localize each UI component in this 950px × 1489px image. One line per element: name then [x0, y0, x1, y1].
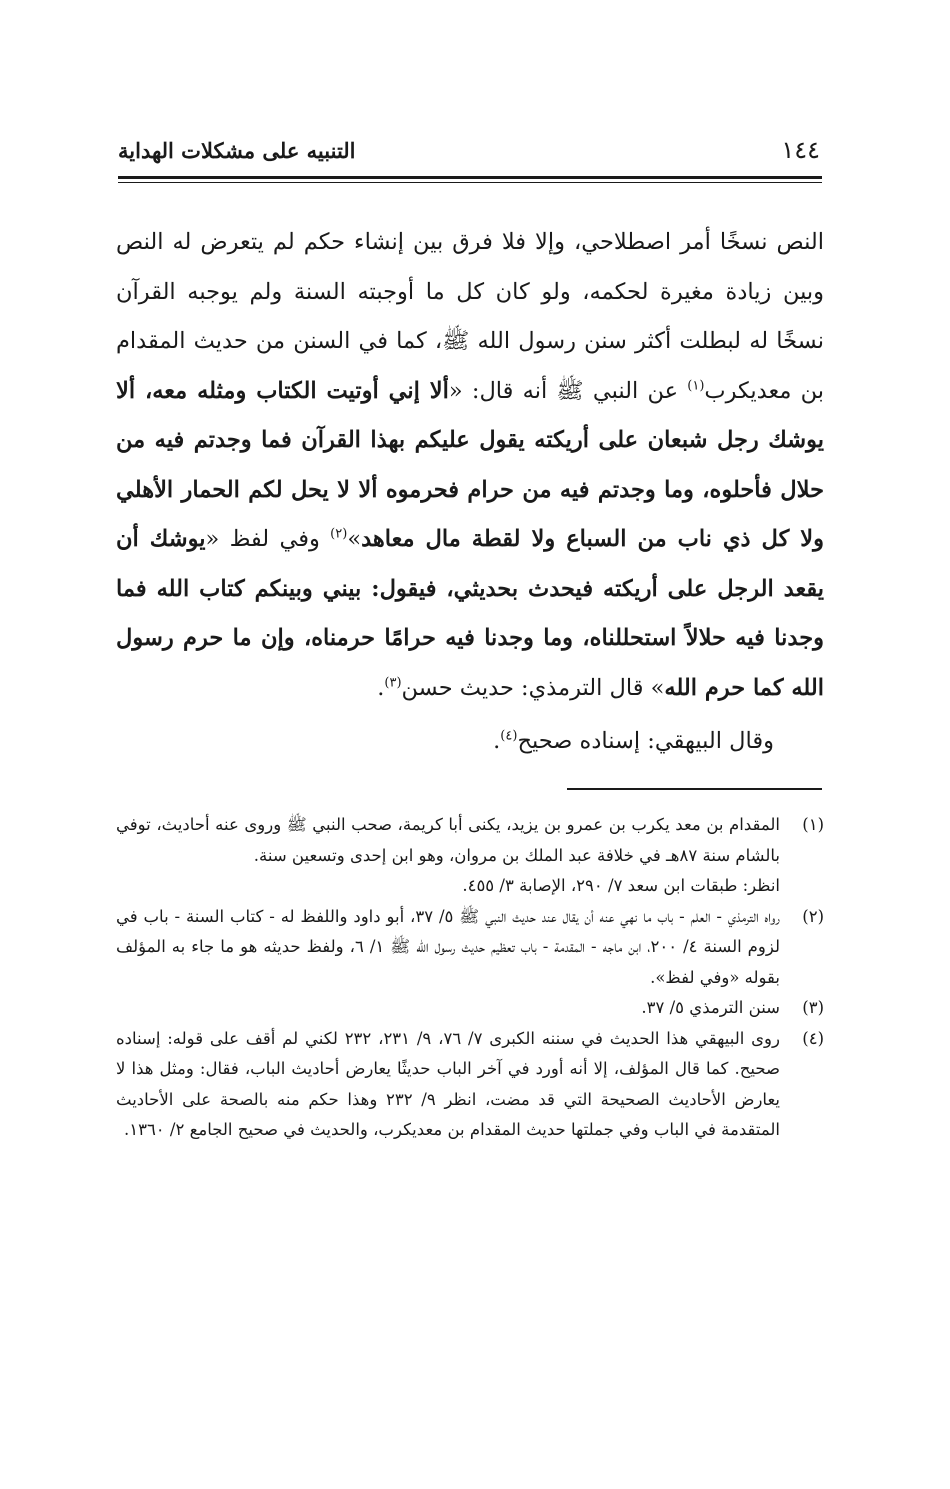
bayhaqi-text: وقال البيهقي: إسناده صحيح	[517, 728, 774, 754]
hadith-text-2: يوشك أن يقعد الرجل على أريكته فيحدث بحديثي، فيقول: بيني وبينكم كتاب الله فما وجدنا فيه حلالاً استحللناه، وما وجدنا فيه حرامًا حرمناه، وإن ما حرم رسول الله كما حرم الله	[116, 526, 824, 701]
footnote-number: (١)	[802, 815, 824, 834]
footnote-separator	[567, 788, 822, 790]
hadith-close-2: » قال الترمذي: حديث حسن	[401, 674, 665, 701]
footnote-text: روى البيهقي هذا الحديث في سننه الكبرى ٧/ ٧٦، ٩/ ٢٣١، ٢٣٢ لكني لم أقف على قوله: إسناده صحيح. كما قال المؤلف، إلا أنه أورد في آخر الباب حديثًا يعارض أحاديث الباب، فقال: ومثل هذا لا يعارض الأحاديث الصحيحة التي قد مضت، انظر ٩/ ٢٣٢ وهذا حكم منه بالصحة على الأحاديث المتقدمة في الباب وفي جملتها حديث المقدام بن معديكرب، والحديث في صحيح الجامع ٢/ ١٣٦٠.	[116, 1028, 780, 1139]
footnote-ref-2[interactable]: (٢)	[330, 526, 348, 542]
footnote-1	[116, 810, 824, 902]
hadith-lead-2: وفي لفظ «	[205, 526, 331, 552]
hadith-close-1: »	[347, 526, 362, 552]
main-text	[116, 218, 824, 767]
footnote-text: رواه الترمذي - العلم - باب ما نهي عنه أن يقال عند حديث النبي ﷺ ٥/ ٣٧، أبو داود واللفظ له - كتاب السنة - باب في لزوم السنة ٤/ ٢٠٠، ابن ماجه - المقدمة - باب تعظيم حديث رسول الله ﷺ ١/ ٦، ولفظ حديثه هو ما جاء به المؤلف بقوله «وفي لفظ».	[116, 906, 780, 987]
header-rule-thin	[118, 182, 822, 183]
hadith-lead-1: عن النبي ﷺ أنه قال: «	[448, 377, 688, 404]
intro-text: النص نسخًا أمر اصطلاحي، وإلا فلا فرق بين إنشاء حكم لم يتعرض له النص وبين زيادة مغيرة لحكمه، ولو كان كل ما أوجبته السنة ولم يوجبه القرآن نسخًا له لبطلت أكثر سنن رسول الله ﷺ، كما في السنن من حديث المقدام بن معديكرب	[116, 229, 824, 404]
footnote-3	[116, 993, 824, 1024]
footnote-ref-4[interactable]: (٤)	[500, 728, 518, 744]
main-paragraph	[116, 218, 824, 713]
footnote-number: (٢)	[802, 906, 824, 926]
footnote-ref-3[interactable]: (٣)	[384, 675, 402, 690]
footnote-text: سنن الترمذي ٥/ ٣٧.	[641, 998, 780, 1017]
sentence-end-3: .	[377, 674, 385, 701]
hadith-text-1: ألا إني أوتيت الكتاب ومثله معه، ألا يوشك رجل شبعان على أريكته يقول عليكم بهذا القرآن فما وجدتم فيه من حلال فأحلوه، وما وجدتم فيه من حرام فحرموه ألا لا يحل لكم الحمار الأهلي ولا كل ذي ناب من السباع ولا لقطة مال معاهد	[116, 377, 824, 552]
footnote-text: المقدام بن معد يكرب بن عمرو بن يزيد، يكنى أبا كريمة، صحب النبي ﷺ وروى عنه أحاديث، توفي بالشام سنة ٨٧هـ في خلافة عبد الملك بن مروان، وهو ابن إحدى وتسعين سنة.	[116, 815, 780, 865]
footnote-4	[116, 1024, 824, 1146]
header-rule-thick	[118, 176, 822, 179]
second-paragraph	[116, 717, 824, 767]
page-number: ١٤٤	[781, 136, 820, 164]
running-header	[118, 136, 822, 176]
footnote-extra: انظر: طبقات ابن سعد ٧/ ٢٩٠، الإصابة ٣/ ٤٥٥.	[462, 876, 780, 895]
footnote-ref-1[interactable]: (١)	[687, 378, 705, 393]
footnote-number: (٣)	[802, 998, 824, 1017]
footnotes	[116, 810, 824, 1146]
footnote-2	[116, 902, 824, 994]
header-title: التنبيه على مشكلات الهداية	[118, 138, 356, 163]
footnote-number: (٤)	[802, 1028, 824, 1048]
sentence-end-4: .	[493, 728, 501, 754]
